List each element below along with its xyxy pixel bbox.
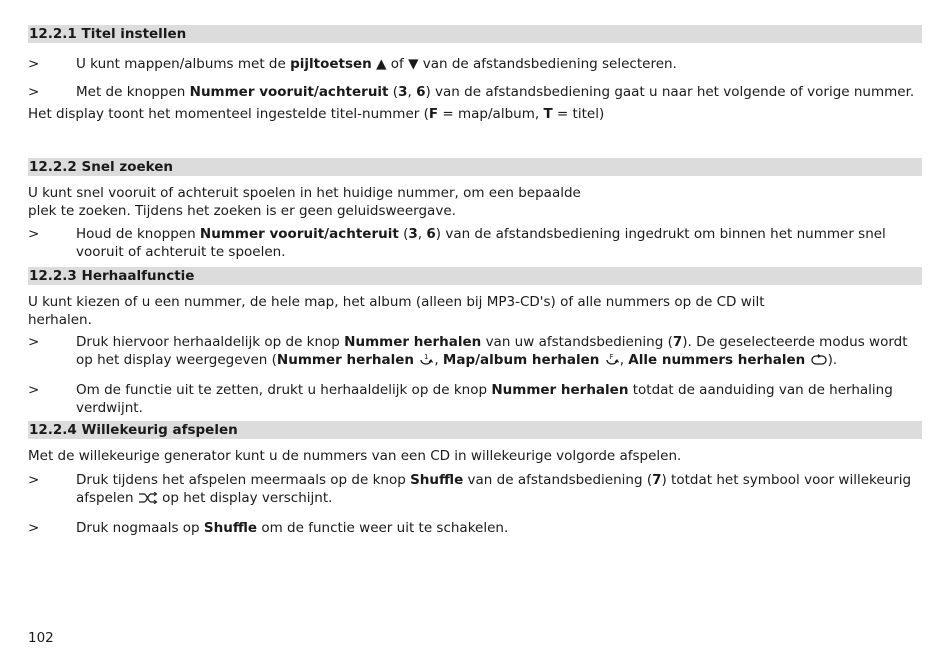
section-heading-herhaalfunctie: 12.2.3 Herhaalfunctie [28, 267, 922, 285]
section-heading-snel-zoeken: 12.2.2 Snel zoeken [28, 158, 922, 176]
bullet-next-prev: > Met de knoppen Nummer vooruit/achteruit (3, 6) van de afstandsbediening gaat u naar het volgende of vorige nummer. [28, 84, 915, 100]
bullet-hold-buttons: > Houd de knoppen Nummer vooruit/achteruit (3, 6) van de afstandsbediening ingedrukt om binnen het nummer snel vooruit of achteruit te spoelen. [28, 226, 886, 260]
svg-text:F: F [609, 353, 614, 361]
repeat-folder-icon [604, 352, 620, 371]
paragraph-display-title: Het display toont het momenteel ingestelde titel-nummer (F = map/album, T = titel) [28, 106, 605, 122]
bullet-shuffle-off: > Druk nogmaals op Shuffle om de functie weer uit te schakelen. [28, 520, 509, 536]
manual-page [28, 25, 922, 537]
bullet-shuffle-on: > Druk tijdens het afspelen meermaals op de knop Shuffle van de afstandsbediening (7) totdat het symbool voor willekeurig afspelen op het display verschijnt. [28, 471, 922, 509]
repeat-all-icon [810, 353, 828, 371]
arrow-down-icon: ▼ [408, 56, 419, 72]
svg-text:1: 1 [424, 353, 429, 361]
section-heading-willekeurig-afspelen: 12.2.4 Willekeurig afspelen [28, 421, 922, 439]
paragraph-willekeurig: Met de willekeurige generator kunt u de nummers van een CD in willekeurige volgorde afspelen. [28, 448, 682, 464]
bullet-repeat-off: > Om de functie uit te zetten, drukt u herhaaldelijk op de knop Nummer herhalen totdat de aanduiding van de herhaling verdwijnt. [28, 382, 893, 416]
bullet-repeat-modes: > Druk hiervoor herhaaldelijk op de knop Nummer herhalen van uw afstandsbediening (7). De geselecteerde modus wordt op het display weergegeven (Nummer herhalen 1 , Map/album herhalen F , Alle nummers herhalen ). [28, 333, 922, 371]
paragraph-snel-zoeken: U kunt snel vooruit of achteruit spoelen in het huidige nummer, om een bepaalde plek te zoeken. Tijdens het zoeken is er geen geluidsweergave. [28, 185, 581, 219]
repeat-one-icon [418, 352, 434, 371]
arrow-up-icon: ▲ [376, 56, 387, 72]
paragraph-herhaalfunctie: U kunt kiezen of u een nummer, de hele map, het album (alleen bij MP3-CD's) of alle nummers op de CD wilt herhalen. [28, 294, 765, 328]
section-heading-titel-instellen: 12.2.1 Titel instellen [28, 25, 922, 43]
shuffle-icon [138, 491, 158, 509]
bullet-select-albums: > U kunt mappen/albums met de pijltoetsen ▲ of ▼ van de afstandsbediening selecteren. [28, 56, 677, 72]
page-number: 102 [28, 630, 54, 646]
